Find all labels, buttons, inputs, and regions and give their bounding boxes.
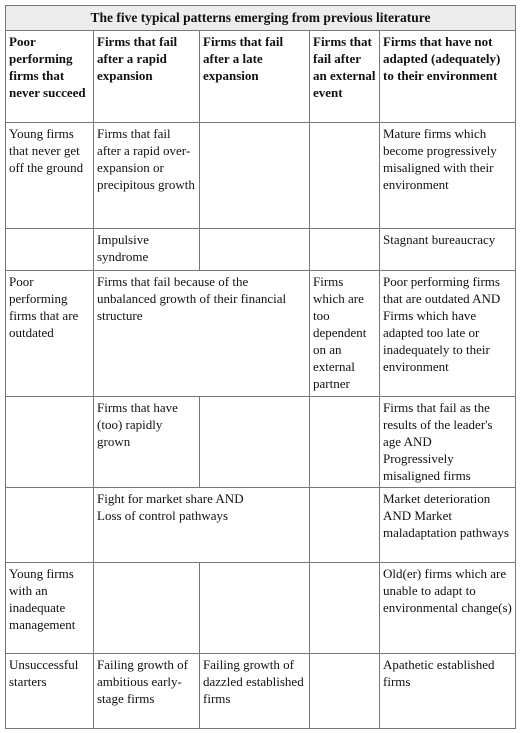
table-cell: Mature firms which become progressively misaligned with their environment (380, 123, 516, 228)
table-cell: Stagnant bureaucracy (380, 228, 516, 271)
table-cell (310, 123, 380, 228)
table-cell: Firms which are too dependent on an external partner (310, 271, 380, 397)
table-cell: Apathetic established firms (380, 654, 516, 729)
table-cell (200, 228, 310, 271)
table-row (6, 487, 516, 562)
header-row (6, 31, 516, 123)
table-cell (200, 396, 310, 487)
table-cell (310, 396, 380, 487)
table-cell (6, 228, 94, 271)
table-row (6, 271, 516, 397)
table-cell: Firms that fail after a rapid over-expansion or precipitous growth (94, 123, 200, 228)
table-cell: Old(er) firms which are unable to adapt to environmental change(s) (380, 562, 516, 653)
header-cell: Poor performing firms that never succeed (6, 31, 94, 123)
table-cell (310, 654, 380, 729)
table-cell: Failing growth of ambitious early-stage firms (94, 654, 200, 729)
table-cell: Poor performing firms that are outdated AND Firms which have adapted too late or inadequately to their environment (380, 271, 516, 397)
table-cell (310, 562, 380, 653)
header-cell: Firms that fail after an external event (310, 31, 380, 123)
table-cell (310, 487, 380, 562)
table-cell (94, 562, 200, 653)
table-cell: Unsuccessful starters (6, 654, 94, 729)
table-cell: Poor performing firms that are outdated (6, 271, 94, 397)
header-cell: Firms that fail after a rapid expansion (94, 31, 200, 123)
table-cell: Impulsive syndrome (94, 228, 200, 271)
table-cell (6, 396, 94, 487)
table-row (6, 123, 516, 228)
table-cell: Young firms with an inadequate management (6, 562, 94, 653)
table-caption: The five typical patterns emerging from previous literature (6, 6, 516, 31)
header-cell: Firms that fail after a late expansion (200, 31, 310, 123)
table-cell: Firms that fail as the results of the leader's age AND Progressively misaligned firms (380, 396, 516, 487)
table-cell (200, 123, 310, 228)
table-cell (6, 487, 94, 562)
table-cell: Fight for market share AND Loss of control pathways (94, 487, 310, 562)
table-row (6, 562, 516, 653)
table-cell (310, 228, 380, 271)
caption-row (6, 6, 516, 31)
patterns-table (5, 5, 516, 729)
table-cell: Young firms that never get off the ground (6, 123, 94, 228)
table-cell: Failing growth of dazzled established firms (200, 654, 310, 729)
table-cell (200, 562, 310, 653)
table-cell: Market deterioration AND Market maladaptation pathways (380, 487, 516, 562)
table-cell: Firms that have (too) rapidly grown (94, 396, 200, 487)
table-row (6, 654, 516, 729)
header-cell: Firms that have not adapted (adequately) to their environment (380, 31, 516, 123)
table-row (6, 228, 516, 271)
table-row (6, 396, 516, 487)
table-cell: Firms that fail because of the unbalanced growth of their financial structure (94, 271, 310, 397)
